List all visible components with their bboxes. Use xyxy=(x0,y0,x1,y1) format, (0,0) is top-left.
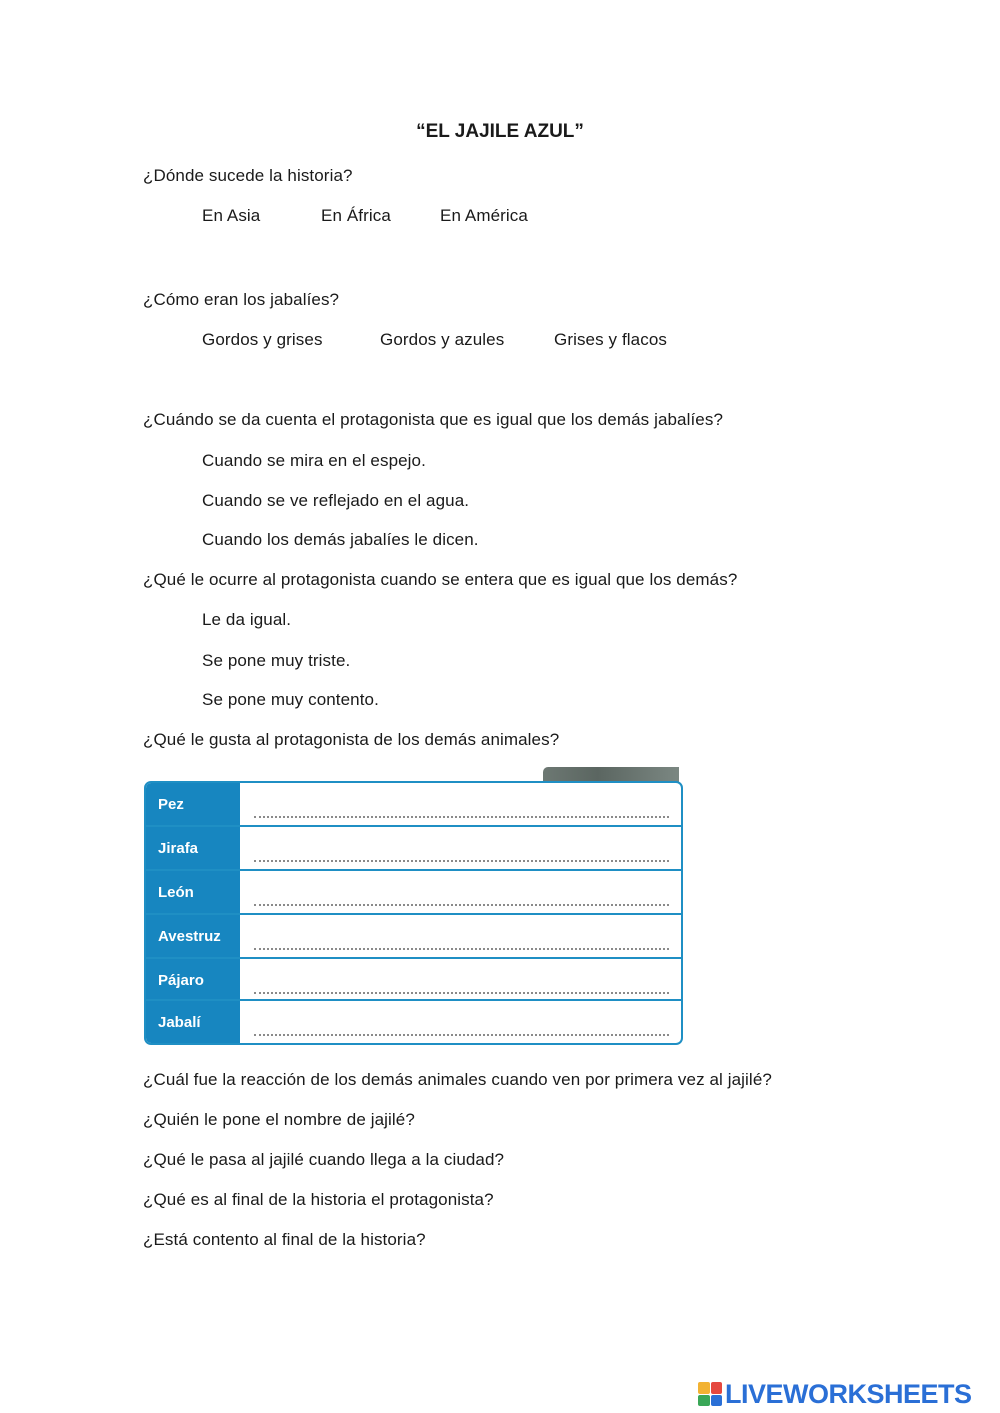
liveworksheets-logo xyxy=(698,1379,972,1409)
option-told[interactable]: Cuando los demás jabalíes le dicen. xyxy=(202,530,479,549)
row-label-pez: Pez xyxy=(146,783,240,825)
table-row xyxy=(146,915,681,957)
option-indifferent[interactable]: Le da igual. xyxy=(202,610,292,629)
option-africa[interactable]: En África xyxy=(321,206,391,225)
answer-line-avestruz[interactable] xyxy=(254,948,669,950)
table-row xyxy=(146,827,681,869)
question-boars: ¿Cómo eran los jabalíes? xyxy=(143,290,340,309)
question-likes: ¿Qué le gusta al protagonista de los demás animales? xyxy=(143,730,560,749)
row-label-pajaro: Pájaro xyxy=(146,959,240,1001)
row-label-jirafa: Jirafa xyxy=(146,827,240,869)
answer-line-pajaro[interactable] xyxy=(254,992,669,994)
logo-text: LIVEWORKSHEETS xyxy=(725,1378,972,1409)
option-fat-blue[interactable]: Gordos y azules xyxy=(380,330,505,349)
option-mirror[interactable]: Cuando se mira en el espejo. xyxy=(202,451,426,470)
row-label-jabali: Jabalí xyxy=(146,1001,240,1043)
table-row xyxy=(146,871,681,913)
option-fat-grey[interactable]: Gordos y grises xyxy=(202,330,323,349)
logo-icon xyxy=(698,1382,722,1406)
question-realizes: ¿Cuándo se da cuenta el protagonista que es igual que los demás jabalíes? xyxy=(143,410,724,429)
table-row xyxy=(146,783,681,825)
animal-table xyxy=(144,781,681,1043)
question-who-named: ¿Quién le pone el nombre de jajilé? xyxy=(143,1110,415,1129)
question-happy-end: ¿Está contento al final de la historia? xyxy=(143,1230,426,1249)
table-row xyxy=(146,1001,681,1043)
row-label-avestruz: Avestruz xyxy=(146,915,240,957)
question-ending: ¿Qué es al final de la historia el protagonista? xyxy=(143,1190,494,1209)
question-location: ¿Dónde sucede la historia? xyxy=(143,166,353,185)
row-label-leon: León xyxy=(146,871,240,913)
question-city: ¿Qué le pasa al jajilé cuando llega a la ciudad? xyxy=(143,1150,505,1169)
table-row xyxy=(146,959,681,1001)
option-asia[interactable]: En Asia xyxy=(202,206,261,225)
option-water[interactable]: Cuando se ve reflejado en el agua. xyxy=(202,491,470,510)
question-reaction: ¿Qué le ocurre al protagonista cuando se entera que es igual que los demás? xyxy=(143,570,738,589)
answer-line-jirafa[interactable] xyxy=(254,860,669,862)
option-happy[interactable]: Se pone muy contento. xyxy=(202,690,379,709)
option-sad[interactable]: Se pone muy triste. xyxy=(202,651,351,670)
option-grey-thin[interactable]: Grises y flacos xyxy=(554,330,667,349)
answer-line-jabali[interactable] xyxy=(254,1034,669,1036)
page-title: “EL JAJILE AZUL” xyxy=(416,121,584,142)
answer-line-leon[interactable] xyxy=(254,904,669,906)
option-america[interactable]: En América xyxy=(440,206,528,225)
answer-line-pez[interactable] xyxy=(254,816,669,818)
question-first-reaction: ¿Cuál fue la reacción de los demás animales cuando ven por primera vez al jajilé? xyxy=(143,1070,772,1089)
